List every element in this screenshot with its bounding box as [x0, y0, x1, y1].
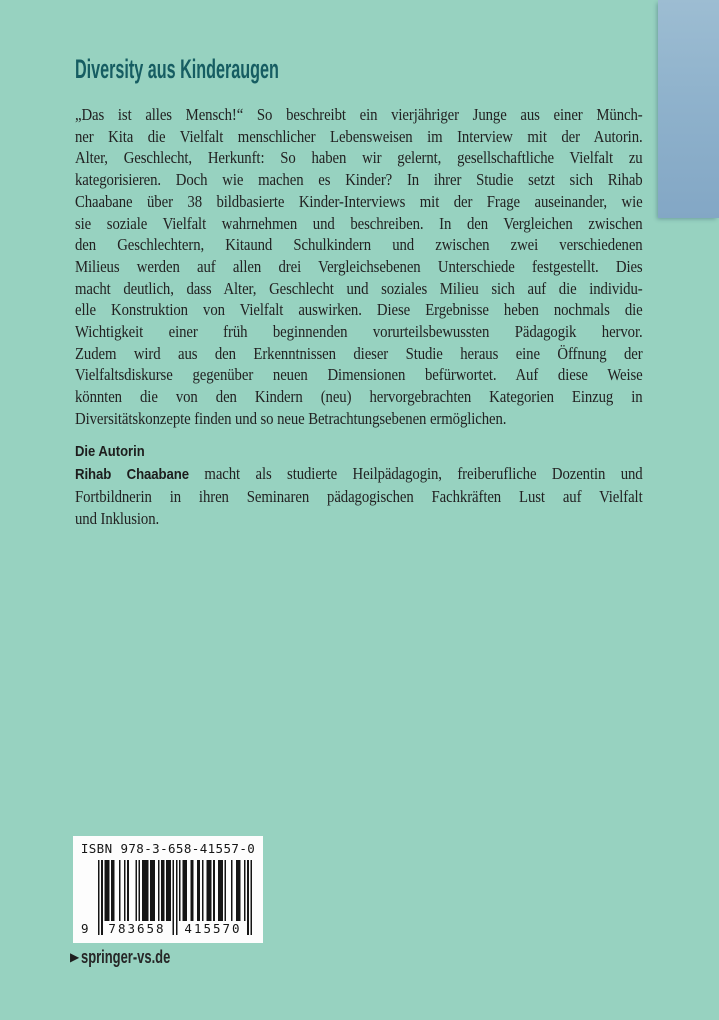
- blurb-line: macht deutlich, dass Alter, Geschlecht und soziales Milieu sich auf die individu-: [75, 278, 643, 298]
- publisher-line: [70, 946, 205, 968]
- blurb-line: könnten die von den Kindern (neu) hervorgebrachten Kategorien Einzug in: [75, 387, 643, 407]
- blurb-line: Diversitätskonzepte finden und so neue Betrachtungsebenen ermöglichen.: [75, 408, 507, 428]
- author-line: und Inklusion.: [75, 508, 160, 528]
- blurb-line: Wichtigkeit einer früh beginnenden vorurteilsbewussten Pädagogik hervor.: [75, 322, 643, 342]
- blurb-line: den Geschlechtern, Kitaund Schulkindern und zwischen zwei verschiedenen: [75, 235, 643, 255]
- blurb-paragraph: [75, 104, 643, 430]
- blurb-line: Zudem wird aus den Erkenntnissen dieser Studie heraus eine Öffnung der: [75, 343, 643, 363]
- blurb-line: „Das ist alles Mensch!“ So beschreibt ein vierjähriger Junge aus einer Münch-: [75, 105, 643, 124]
- author-bio-text: macht als studierte Heilpädagogin, freiberufliche Dozentin und: [204, 464, 643, 484]
- blurb-line: Chaabane über 38 bildbasierte Kinder-Interviews mit der Frage auseinander, wie: [75, 191, 643, 211]
- blurb-line: ner Kita die Vielfalt menschlicher Lebensweisen im Interview mit der Autorin.: [75, 126, 643, 146]
- blurb-line: kategorisieren. Doch wie machen es Kinder? In ihrer Studie setzt sich Rihab: [75, 170, 643, 190]
- isbn-digit-group-right: 415570: [184, 921, 242, 936]
- cover-title-text: Diversity aus Kinderaugen: [75, 54, 279, 84]
- publisher-arrow-icon: ▶: [70, 950, 80, 964]
- isbn-digit-group-left: 783658: [108, 921, 166, 936]
- publisher-url: springer-vs.de: [81, 946, 171, 967]
- blurb-line: Milieus werden auf allen drei Vergleichsebenen Unterschiede festgestellt. Dies: [75, 256, 643, 276]
- author-line: [75, 463, 643, 486]
- blurb-line: Vielfaltsdiskurse gegenüber neuen Dimensionen befürwortet. Auf diese Weise: [75, 365, 643, 385]
- blurb-line: sie soziale Vielfalt wahrnehmen und beschreiben. In den Vergleichen zwischen: [75, 213, 643, 233]
- isbn-label: ISBN 978-3-658-41557-0: [80, 841, 256, 856]
- isbn-digit-first: 9: [81, 921, 89, 936]
- blurb-line: Alter, Geschlecht, Herkunft: So haben wir gelernt, gesellschaftliche Vielfalt zu: [75, 148, 643, 168]
- cover-title: [75, 54, 643, 84]
- author-heading: Die Autorin: [75, 443, 145, 460]
- isbn-box: [73, 836, 263, 943]
- author-name: Rihab Chaabane: [75, 466, 190, 484]
- blue-corner-background: [658, 0, 719, 218]
- author-line: Fortbildnerin in ihren Seminaren pädagogischen Fachkräften Lust auf Vielfalt: [75, 486, 643, 506]
- blurb-line: elle Konstruktion von Vielfalt auswirken. Diese Ergebnisse heben nochmals die: [75, 300, 643, 320]
- cover-content: [75, 54, 643, 529]
